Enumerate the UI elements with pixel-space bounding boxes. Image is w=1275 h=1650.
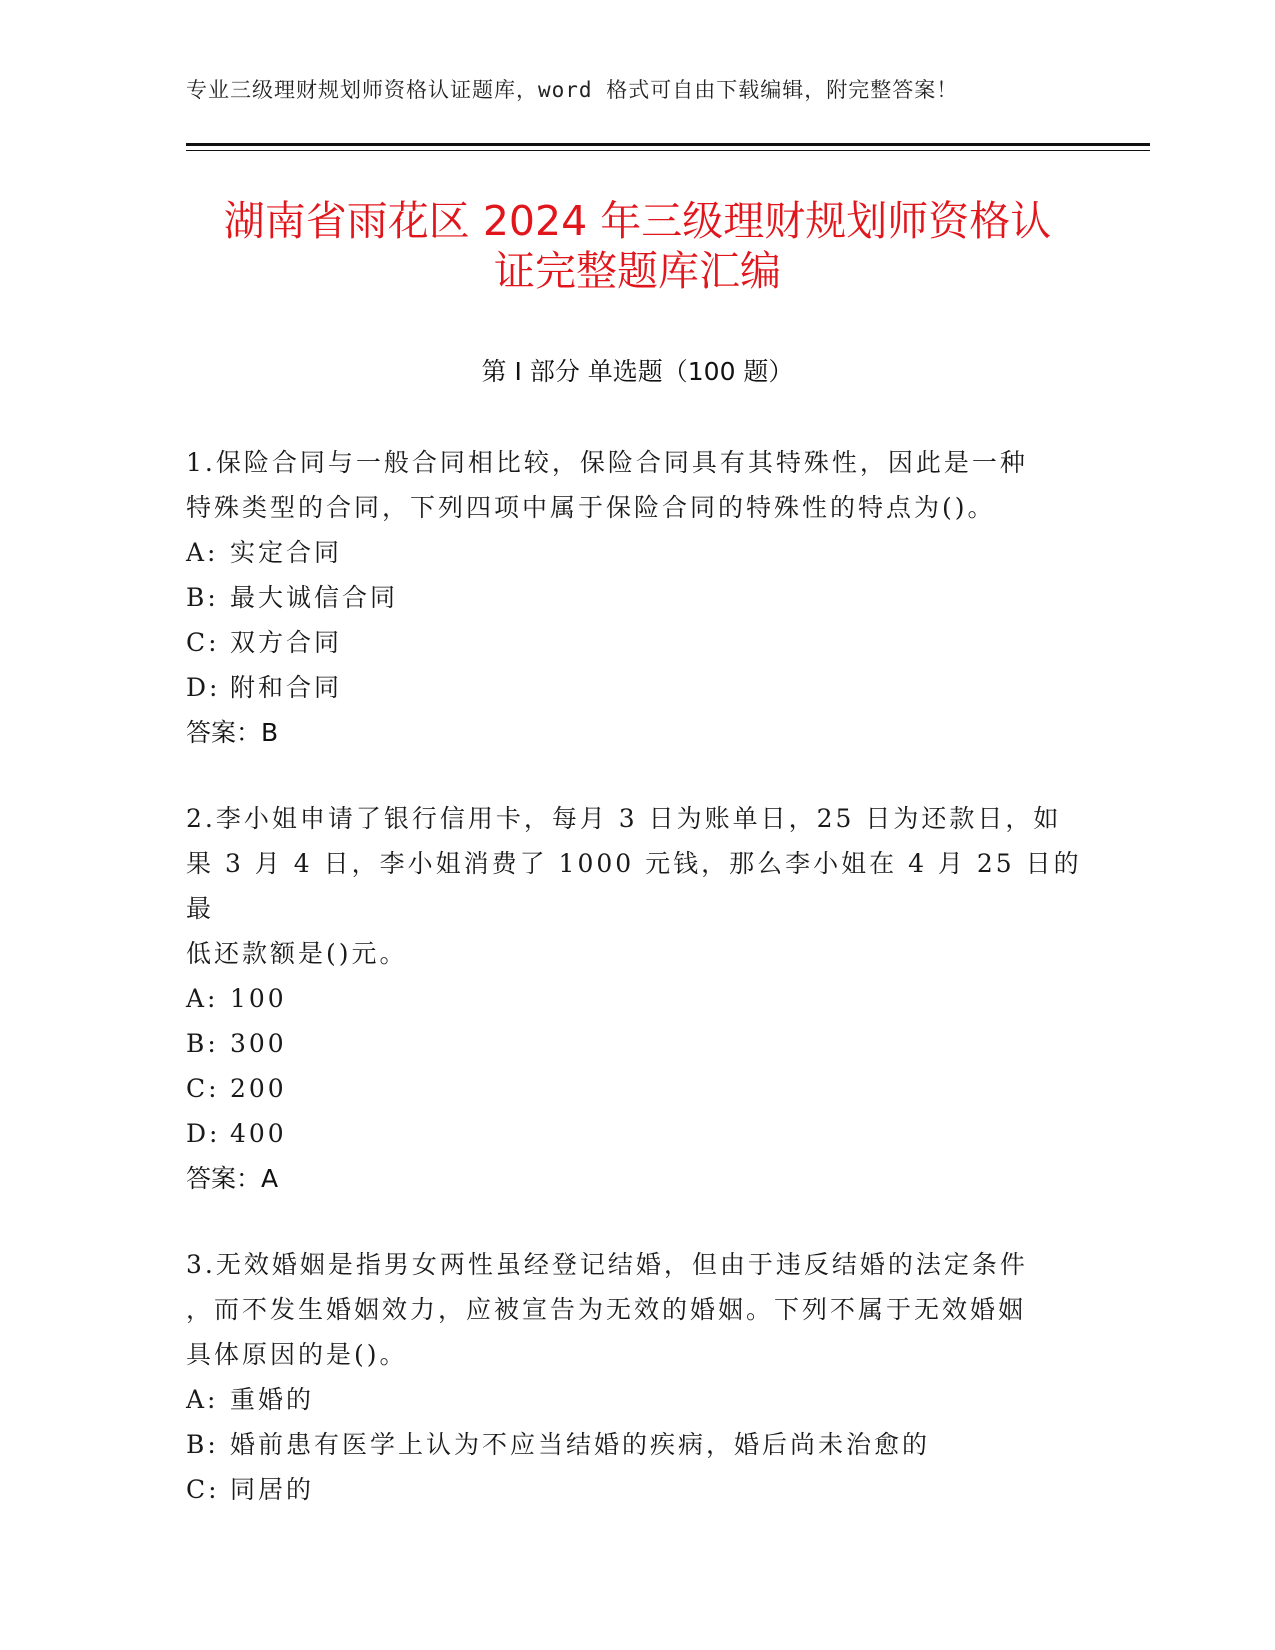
option-text: 附和合同 — [230, 673, 343, 702]
option-key: D: — [186, 673, 221, 702]
option-d — [186, 1111, 1086, 1156]
option-c — [186, 620, 1086, 665]
option-text: 婚前患有医学上认为不应当结婚的疾病，婚后尚未治愈的 — [230, 1430, 931, 1459]
document-title-line-1: 湖南省雨花区 2024 年三级理财规划师资格认 — [223, 197, 1052, 245]
question-text-line: 2.李小姐申请了银行信用卡，每月 3 日为账单日，25 日为还款日，如 — [186, 804, 1062, 833]
option-key: A: — [186, 1385, 219, 1414]
question-text-line: 低还款额是()元。 — [186, 939, 408, 968]
option-text: 同居的 — [230, 1475, 315, 1504]
option-key: B: — [186, 583, 219, 612]
option-text: 重婚的 — [230, 1385, 315, 1414]
question-text-line: 3.无效婚姻是指男女两性虽经登记结婚，但由于违反结婚的法定条件 — [186, 1250, 1028, 1279]
option-key: A: — [186, 538, 219, 567]
option-text: 400 — [230, 1119, 287, 1148]
option-c — [186, 1467, 1086, 1512]
question-1 — [186, 440, 1086, 755]
option-key: A: — [186, 984, 219, 1013]
question-text-line: 特殊类型的合同，下列四项中属于保险合同的特殊性的特点为()。 — [186, 493, 996, 522]
option-b — [186, 1021, 1086, 1066]
document-title — [160, 196, 1115, 296]
option-key: D: — [186, 1119, 221, 1148]
question-text — [186, 440, 1086, 530]
question-text — [186, 1242, 1086, 1377]
option-text: 最大诚信合同 — [230, 583, 399, 612]
option-a — [186, 976, 1086, 1021]
option-d — [186, 665, 1086, 710]
header-rule-thin — [186, 150, 1150, 151]
option-text: 实定合同 — [230, 538, 343, 567]
option-b — [186, 575, 1086, 620]
document-title-line-2: 证完整题库汇编 — [494, 247, 781, 295]
header-note: 专业三级理财规划师资格认证题库，word 格式可自由下载编辑，附完整答案！ — [186, 78, 959, 102]
question-text-line: 1.保险合同与一般合同相比较，保险合同具有其特殊性，因此是一种 — [186, 448, 1028, 477]
option-text: 300 — [230, 1029, 287, 1058]
option-key: B: — [186, 1430, 219, 1459]
answer: 答案：A — [186, 1164, 279, 1193]
question-text — [186, 796, 1086, 976]
option-text: 200 — [230, 1074, 287, 1103]
question-text-line: 果 3 月 4 日，李小姐消费了 1000 元钱，那么李小姐在 4 月 25 日的最 — [186, 849, 1082, 923]
option-text: 双方合同 — [230, 628, 343, 657]
answer: 答案：B — [186, 718, 279, 747]
option-key: B: — [186, 1029, 219, 1058]
question-text-line: ，而不发生婚姻效力，应被宣告为无效的婚姻。下列不属于无效婚姻 — [186, 1295, 1027, 1324]
question-3 — [186, 1242, 1086, 1512]
question-2 — [186, 796, 1086, 1201]
question-text-line: 具体原因的是()。 — [186, 1340, 408, 1369]
option-c — [186, 1066, 1086, 1111]
option-b — [186, 1422, 1086, 1467]
section-heading: 第 I 部分 单选题（100 题） — [481, 357, 794, 386]
option-key: C: — [186, 628, 220, 657]
option-key: C: — [186, 1074, 220, 1103]
option-key: C: — [186, 1475, 220, 1504]
header-rule-thick — [186, 143, 1150, 146]
option-a — [186, 530, 1086, 575]
question-list — [186, 440, 1086, 1553]
option-a — [186, 1377, 1086, 1422]
option-text: 100 — [230, 984, 287, 1013]
